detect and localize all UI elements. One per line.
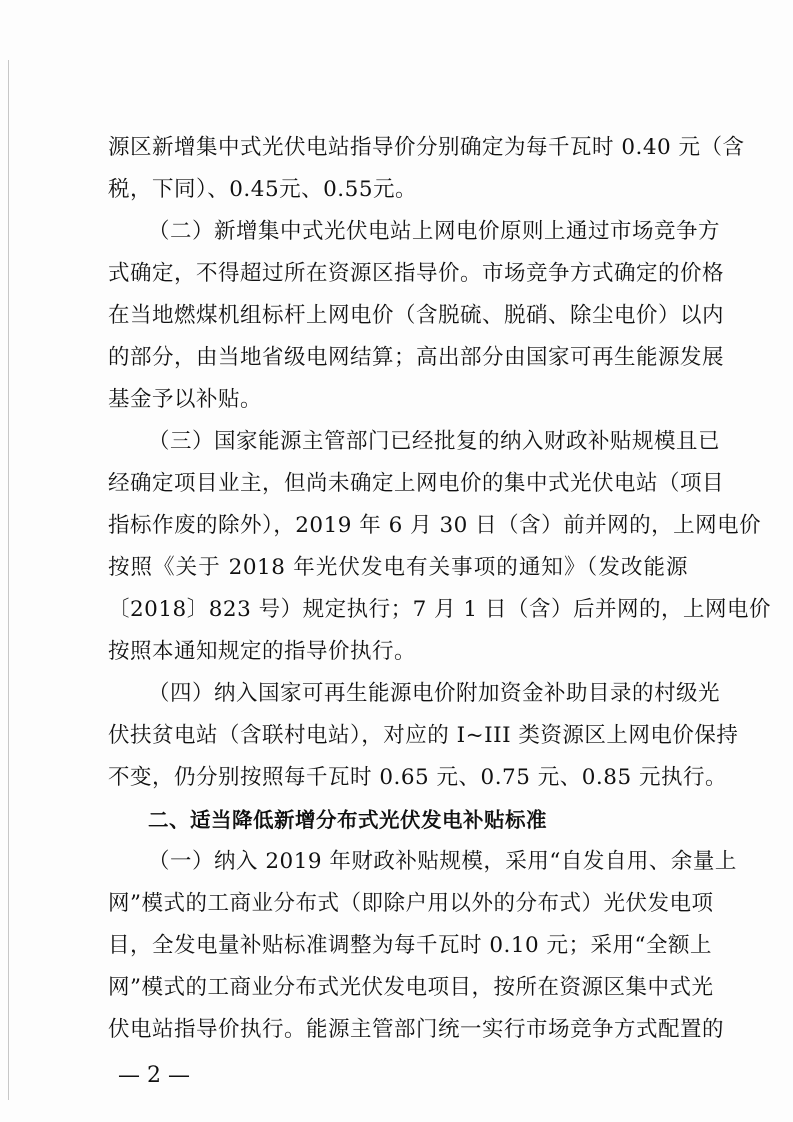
page-number: — 2 — <box>118 1063 190 1088</box>
text-line-21: 网”模式的工商业分布式光伏发电项目，按所在资源区集中式光 <box>108 975 714 1000</box>
text-line-16: 不变，仍分别按照每千瓦时 0.65 元、0.75 元、0.85 元执行。 <box>108 765 727 790</box>
text-line-13: 按照本通知规定的指导价执行。 <box>108 639 417 664</box>
text-line-19: 网”模式的工商业分布式（即除户用以外的分布式）光伏发电项 <box>108 891 714 916</box>
text-line-1: 源区新增集中式光伏电站指导价分别确定为每千瓦时 0.40 元（含 <box>108 135 745 160</box>
text-line-2: 税，下同）、0.45元、0.55元。 <box>108 177 417 202</box>
text-line-15: 伏扶贫电站（含联村电站），对应的 I~III 类资源区上网电价保持 <box>108 723 739 748</box>
text-line-20: 目，全发电量补贴标准调整为每千瓦时 0.10 元；采用“全额上 <box>108 933 713 958</box>
scan-edge-line <box>8 60 9 1100</box>
text-line-6: 的部分，由当地省级电网结算；高出部分由国家可再生能源发展 <box>108 345 725 370</box>
text-line-3: （二）新增集中式光伏电站上网电价原则上通过市场竞争方 <box>148 219 721 244</box>
text-line-12: 〔2018〕823 号）规定执行；7 月 1 日（含）后并网的，上网电价 <box>108 597 771 622</box>
text-line-18: （一）纳入 2019 年财政补贴规模，采用“自发自用、余量上 <box>148 849 737 874</box>
text-line-11: 按照《关于 2018 年光伏发电有关事项的通知》（发改能源 <box>108 555 688 580</box>
text-line-5: 在当地燃煤机组标杆上网电价（含脱硫、脱硝、除尘电价）以内 <box>108 303 725 328</box>
text-line-22: 伏电站指导价执行。能源主管部门统一实行市场竞争方式配置的 <box>108 1017 725 1042</box>
text-line-14: （四）纳入国家可再生能源电价附加资金补助目录的村级光 <box>148 681 721 706</box>
text-line-9: 经确定项目业主，但尚未确定上网电价的集中式光伏电站（项目 <box>108 471 725 496</box>
section-heading: 二、适当降低新增分布式光伏发电补贴标准 <box>148 808 547 832</box>
text-line-7: 基金予以补贴。 <box>108 387 263 412</box>
text-line-8: （三）国家能源主管部门已经批复的纳入财政补贴规模且已 <box>148 429 721 454</box>
text-line-4: 式确定，不得超过所在资源区指导价。市场竞争方式确定的价格 <box>108 261 725 286</box>
text-line-10: 指标作废的除外），2019 年 6 月 30 日（含）前并网的，上网电价 <box>108 513 762 538</box>
